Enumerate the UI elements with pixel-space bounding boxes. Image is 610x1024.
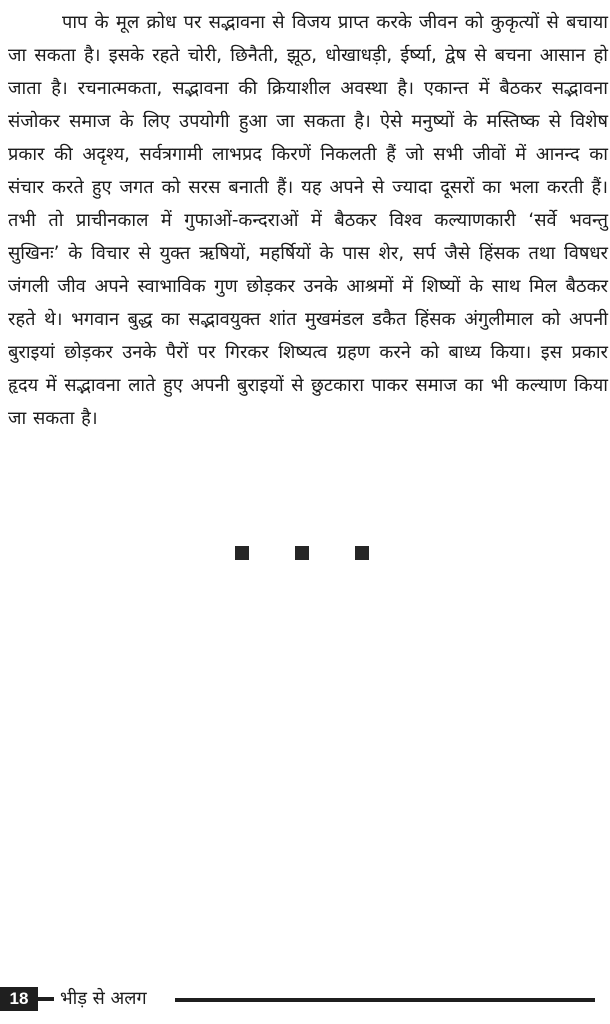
footer-rule-right	[175, 998, 595, 1002]
ornament-square-icon	[295, 546, 309, 560]
running-title: भीड़ से अलग	[60, 988, 147, 1009]
footer-rule-left	[38, 997, 54, 1001]
ornament-square-icon	[355, 546, 369, 560]
page-footer	[0, 980, 610, 1014]
page-number: 18	[0, 987, 38, 1011]
ornament-square-icon	[235, 546, 249, 560]
section-break-ornament	[0, 546, 610, 566]
body-paragraph: पाप के मूल क्रोध पर सद्भावना से विजय प्राप्त करके जीवन को कुकृत्यों से बचाया जा सकता है। इसके रहते चोरी, छिनैती, झूठ, धोखाधड़ी, ईर्ष्या, द्वेष से बचना आसान हो जाता है। रचनात्मकता, सद्भावना की क्रियाशील अवस्था है। एकान्त में बैठकर सद्भावना संजोकर समाज के लिए उपयोगी हुआ जा सकता है। ऐसे मनुष्यों के मस्तिष्क से विशेष प्रकार की अदृश्य, सर्वत्रगामी लाभप्रद किरणें निकलती हैं जो सभी जीवों में आनन्द का संचार करते हुए जगत को सरस बनाती हैं। यह अपने से ज्यादा दूसरों का भला करती हैं। तभी तो प्राचीनकाल में गुफाओं-कन्दराओं में बैठकर विश्व कल्याणकारी ‘सर्वे भवन्तु सुखिनः’ के विचार से युक्त ऋषियों, महर्षियों के पास शेर, सर्प जैसे हिंसक तथा विषधर जंगली जीव अपने स्वाभाविक गुण छोड़कर उनके आश्रमों में शिष्यों के साथ मिल बैठकर रहते थे। भगवान बुद्ध का सद्भावयुक्त शांत मुखमंडल डकैत हिंसक अंगुलीमाल को अपनी बुराइयां छोड़कर उनके पैरों पर गिरकर शिष्यत्व ग्रहण करने को बाध्य किया। इस प्रकार हृदय में सद्भावना लाते हुए अपनी बुराइयों से छुटकारा पाकर समाज का भी कल्याण किया जा सकता है।	[8, 12, 608, 429]
